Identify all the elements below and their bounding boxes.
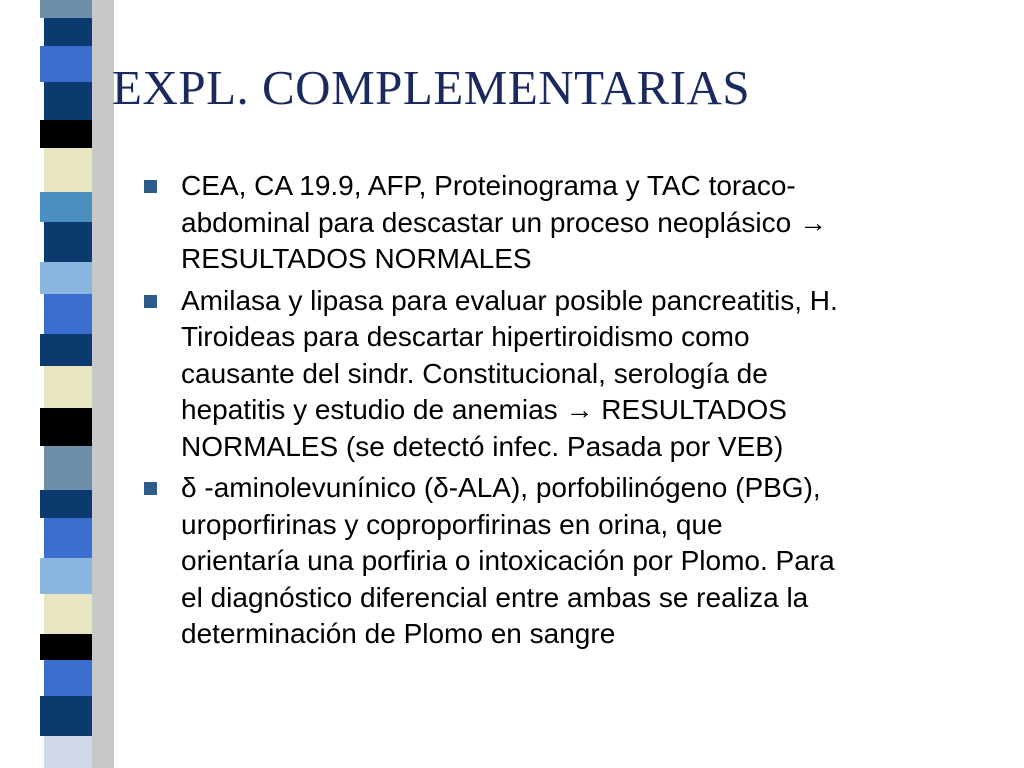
bullet-2-line-5: NORMALES (se detectó infec. Pasada por VEB)	[181, 430, 784, 462]
strip-block	[40, 262, 92, 294]
bullet-2-line-4-tail: RESULTADOS	[593, 394, 787, 425]
bullet-list	[140, 168, 1002, 658]
bullet-1-line-2: abdominal para descastar un proceso neoplásico	[181, 206, 799, 238]
strip-block	[40, 192, 92, 222]
bullet-2-line-2: Tiroideas para descartar hipertiroidismo como	[181, 321, 750, 352]
bullet-3-line-1: δ -aminolevunínico (δ-ALA), porfobilinógeno (PBG),	[181, 472, 821, 503]
strip-block	[40, 634, 92, 660]
arrow-right-icon: →	[565, 394, 594, 425]
strip-block	[40, 408, 92, 446]
bullet-3-line-5: determinación de Plomo en sangre	[181, 618, 616, 649]
decorative-side-strip	[0, 0, 118, 768]
strip-block	[44, 594, 92, 634]
square-bullet-icon	[144, 180, 157, 193]
square-bullet-icon	[144, 482, 157, 495]
strip-block	[44, 366, 92, 408]
strip-block	[40, 558, 92, 594]
strip-block	[44, 82, 92, 120]
bullet-1-line-1: CEA, CA 19.9, AFP, Proteinograma y TAC toraco-	[181, 170, 796, 201]
bullet-item	[140, 470, 1002, 653]
strip-block	[40, 334, 92, 366]
bullet-2-line-3: causante del sindr. Constitucional, serología de	[181, 357, 768, 389]
strip-block	[44, 736, 92, 768]
strip-block	[44, 660, 92, 696]
strip-block	[40, 490, 92, 518]
bullet-item	[140, 283, 1002, 466]
strip-block	[40, 0, 92, 18]
strip-block	[44, 294, 92, 334]
strip-block	[40, 120, 92, 148]
bullet-3-line-2: uroporfirinas y coproporfirinas en orina, que	[181, 508, 723, 540]
strip-block	[44, 18, 92, 46]
strip-block	[44, 518, 92, 558]
bullet-1-line-3: RESULTADOS NORMALES	[181, 243, 532, 274]
strip-block	[44, 446, 92, 490]
bullet-2-line-1: Amilasa y lipasa para evaluar posible pancreatitis, H.	[181, 284, 838, 316]
square-bullet-icon	[144, 295, 157, 308]
strip-block	[44, 148, 92, 192]
strip-block	[40, 46, 92, 82]
bullet-3-line-4: el diagnóstico diferencial entre ambas se realiza la	[181, 581, 809, 613]
strip-shadow	[92, 0, 114, 768]
slide-title: EXPL. COMPLEMENTARIAS	[112, 60, 751, 115]
arrow-right-icon: →	[798, 206, 827, 238]
bullet-2-line-4: hepatitis y estudio de anemias	[181, 394, 566, 425]
bullet-item	[140, 168, 1002, 278]
strip-block	[40, 696, 92, 736]
bullet-3-line-3: orientaría una porfiria o intoxicación por Plomo. Para	[181, 545, 835, 576]
strip-block	[44, 222, 92, 262]
